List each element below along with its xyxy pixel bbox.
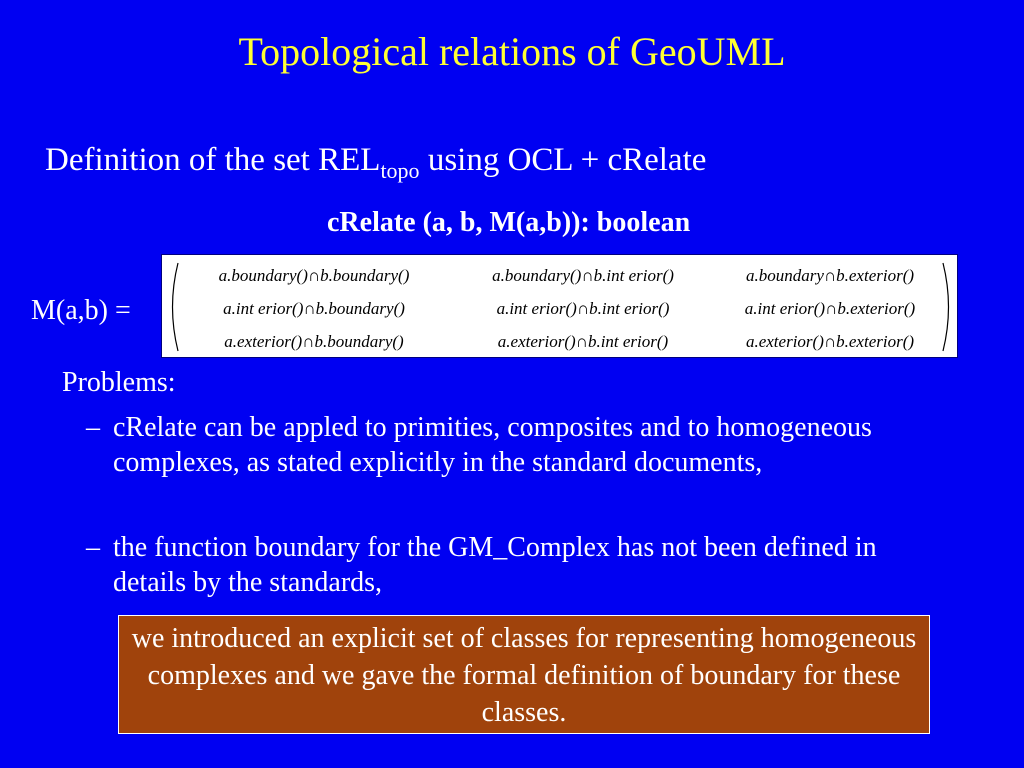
problems-heading: Problems: <box>62 367 176 398</box>
bullet-dash: – <box>86 412 100 443</box>
crelate-signature: cRelate (a, b, M(a,b)): boolean <box>327 207 691 238</box>
matrix-cell: a.boundary()∩b.boundary() <box>218 265 410 285</box>
matrix-cell: a.int erior()∩b.int erior() <box>496 298 670 318</box>
bullet-text: the function boundary for the GM_Complex has not been defined in details by the standards, <box>113 532 877 598</box>
matrix-label: M(a,b) = <box>31 295 131 326</box>
slide-title: Topological relations of GeoUML <box>238 29 786 74</box>
slide-subtitle <box>45 140 707 183</box>
matrix-cell: a.boundary∩b.exterior() <box>745 265 915 285</box>
matrix-box <box>161 254 958 358</box>
matrix-grid <box>176 259 946 358</box>
bullet-item <box>86 410 916 480</box>
subtitle-tail: using OCL + cRelate <box>419 142 707 178</box>
subtitle-main: Definition of the set REL <box>45 142 381 178</box>
matrix-cell: a.boundary()∩b.int erior() <box>492 265 674 285</box>
matrix-cell: a.exterior()∩b.int erior() <box>497 331 669 351</box>
subtitle-subscript: topo <box>380 158 420 183</box>
matrix-cell: a.exterior()∩b.exterior() <box>745 331 915 351</box>
bullet-dash: – <box>86 532 100 563</box>
conclusion-text: we introduced an explicit set of classes for representing homogeneous complexes and we gave the formal definition of boundary for these classes. <box>131 623 917 728</box>
bullet-text: cRelate can be appled to primities, composites and to homogeneous complexes, as stated explicitly in the standard documents, <box>113 412 872 478</box>
matrix-cell: a.int erior()∩b.boundary() <box>223 298 405 318</box>
matrix-cell: a.exterior()∩b.boundary() <box>224 331 404 351</box>
bullet-item <box>86 530 916 600</box>
matrix-cell: a.int erior()∩b.exterior() <box>744 298 916 318</box>
conclusion-box <box>118 615 930 734</box>
